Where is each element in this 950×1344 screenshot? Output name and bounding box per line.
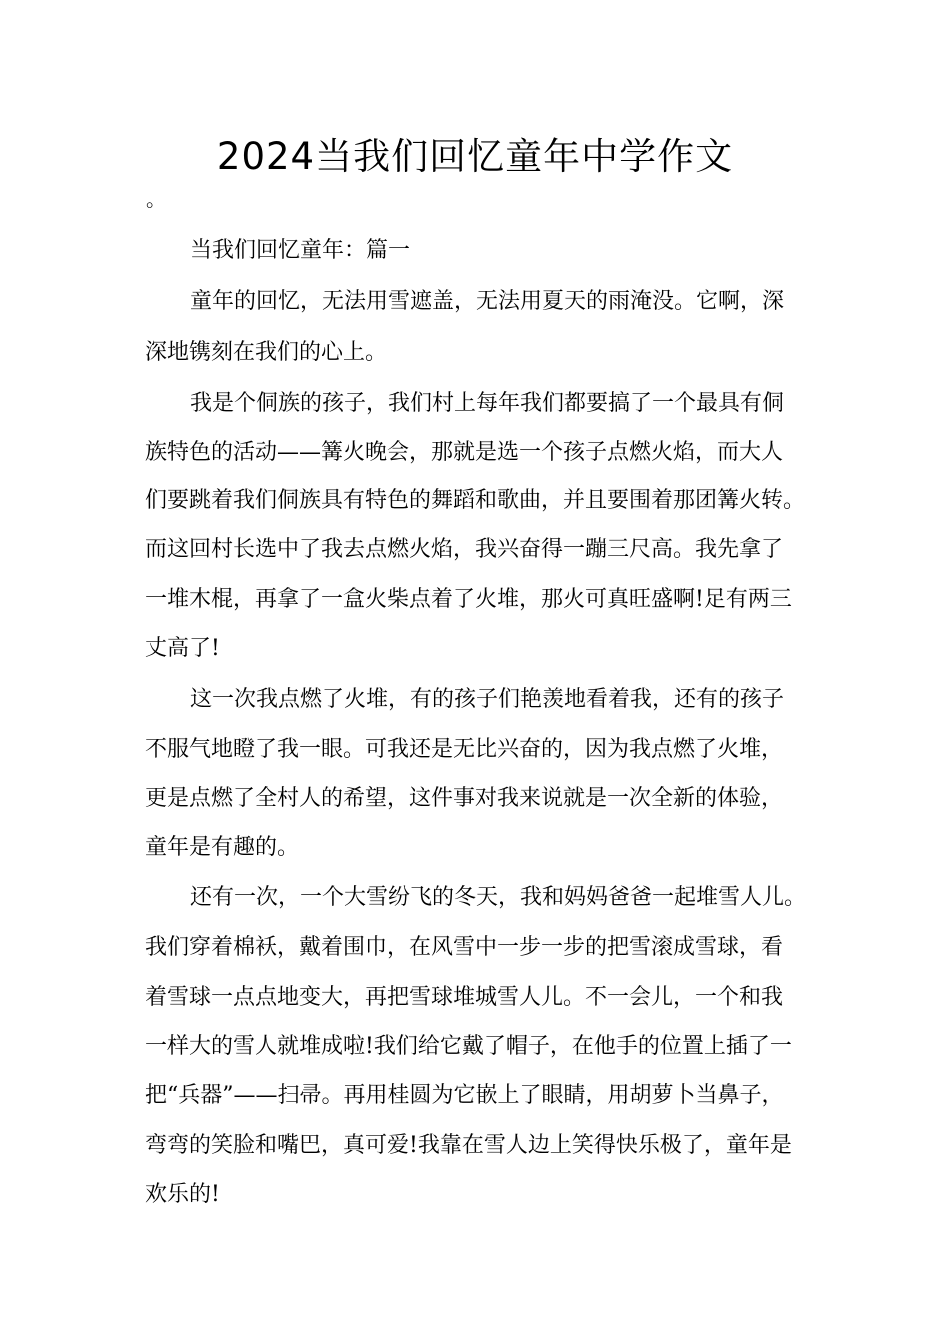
paragraph-line: 一堆木棍，再拿了一盒火柴点着了火堆，那火可真旺盛啊!足有两三 bbox=[145, 587, 792, 612]
paragraph-line: 一样大的雪人就堆成啦!我们给它戴了帽子，在他手的位置上插了一 bbox=[145, 1034, 792, 1059]
paragraph-line: 童年是有趣的。 bbox=[145, 835, 300, 860]
page-title: 2024当我们回忆童年中学作文 bbox=[216, 135, 734, 178]
paragraph-line: 我们穿着棉袄，戴着围巾，在风雪中一步一步的把雪滚成雪球，看 bbox=[145, 935, 784, 960]
paragraph-line: 族特色的活动——篝火晚会，那就是选一个孩子点燃火焰，而大人 bbox=[145, 440, 784, 465]
paragraph-line: 把“兵器”——扫帚。再用桂圆为它嵌上了眼睛，用胡萝卜当鼻子， bbox=[145, 1083, 784, 1108]
paragraph-line: 们要跳着我们侗族具有特色的舞蹈和歌曲，并且要围着那团篝火转。 bbox=[145, 488, 806, 513]
paragraph-line: 欢乐的! bbox=[145, 1182, 220, 1207]
paragraph-line: 不服气地瞪了我一眼。可我还是无比兴奋的，因为我点燃了火堆， bbox=[145, 737, 784, 762]
paragraph-line: 而这回村长选中了我去点燃火焰，我兴奋得一蹦三尺高。我先拿了 bbox=[145, 537, 784, 562]
paragraph-line: 弯弯的笑脸和嘴巴，真可爱!我靠在雪人边上笑得快乐极了，童年是 bbox=[145, 1133, 792, 1158]
section-heading: 当我们回忆童年：篇一 bbox=[190, 238, 411, 263]
paragraph-line: 还有一次，一个大雪纷飞的冬天，我和妈妈爸爸一起堆雪人儿。 bbox=[190, 885, 807, 910]
paragraph-line: 这一次我点燃了火堆，有的孩子们艳羡地看着我，还有的孩子 bbox=[190, 687, 785, 712]
paragraph-line: 着雪球一点点地变大，再把雪球堆城雪人儿。不一会儿，一个和我 bbox=[145, 985, 784, 1010]
paragraph-line: 更是点燃了全村人的希望，这件事对我来说就是一次全新的体验， bbox=[145, 786, 784, 811]
paragraph-line: 丈高了! bbox=[145, 636, 220, 661]
paragraph-line: 童年的回忆，无法用雪遮盖，无法用夏天的雨淹没。它啊，深 bbox=[190, 289, 785, 314]
stray-punctuation: 。 bbox=[146, 187, 166, 211]
paragraph-line: 深地镌刻在我们的心上。 bbox=[145, 340, 388, 365]
paragraph-line: 我是个侗族的孩子，我们村上每年我们都要搞了一个最具有侗 bbox=[190, 391, 785, 416]
